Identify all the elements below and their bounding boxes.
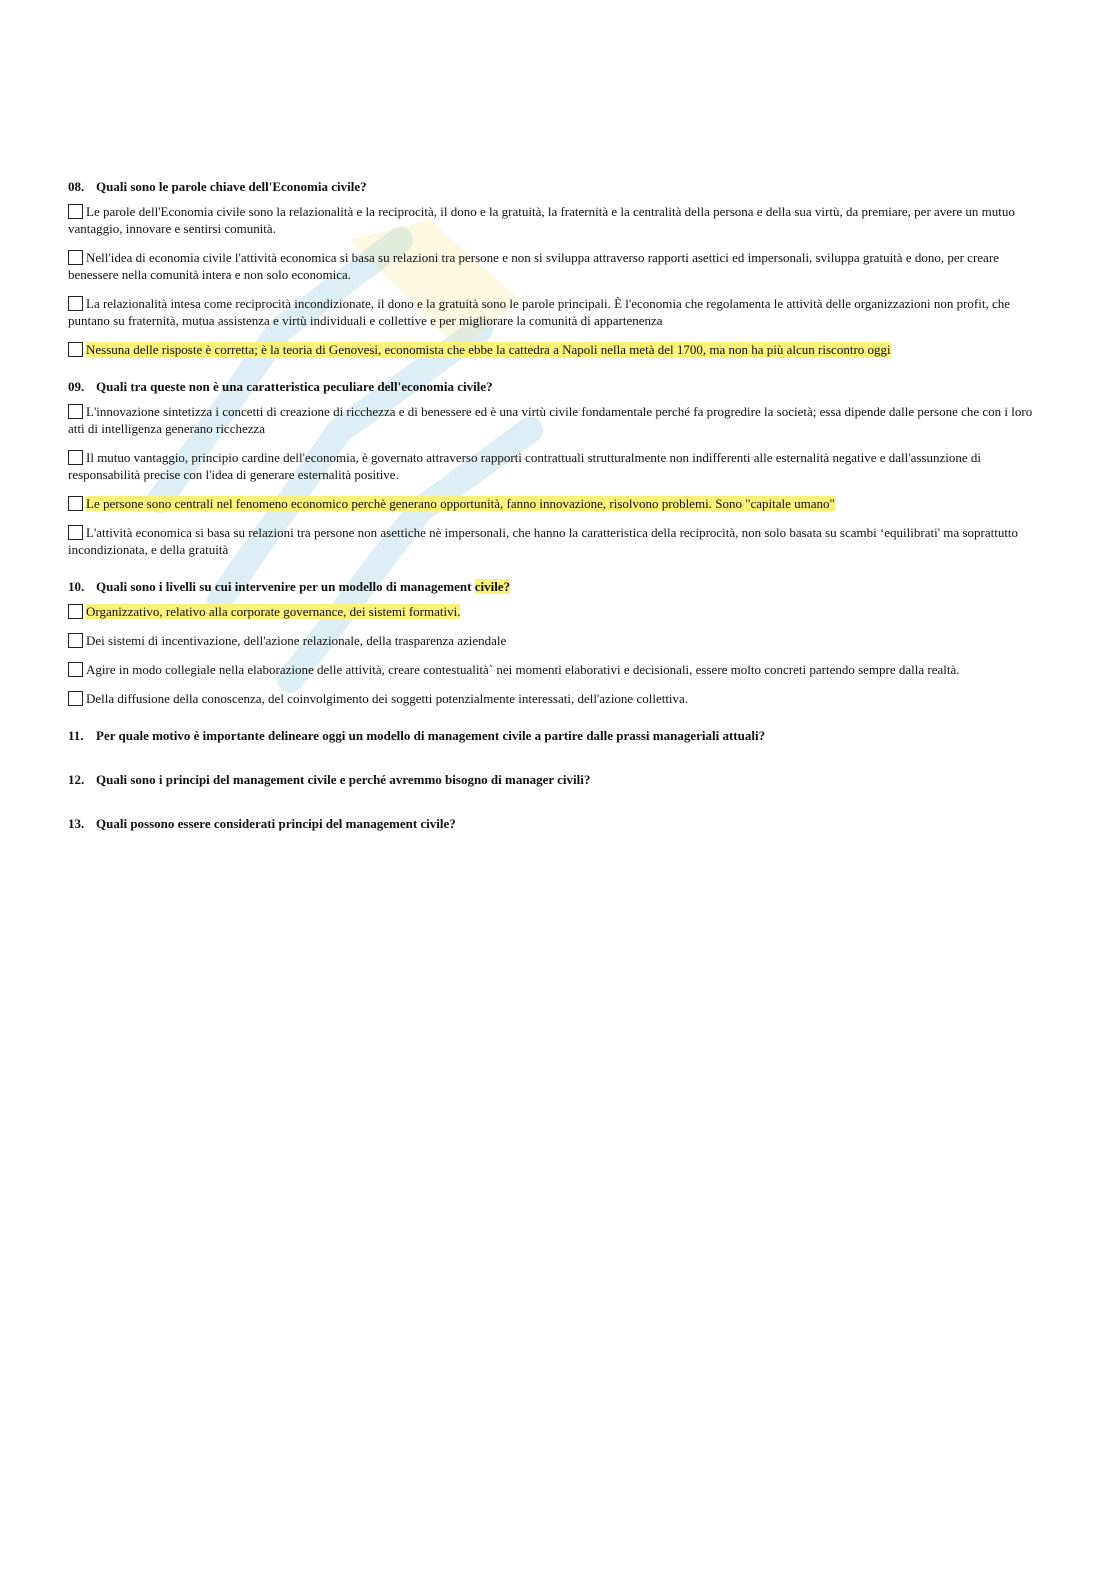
answer-text: L'attività economica si basa su relazioni tra persone non asettiche nè impersonali, che hanno la caratteristica della reciprocità, non solo basata su scambi ‘equilibrati' ma soprattutto incondizionata, e della gratuità (68, 525, 1019, 557)
question-title (68, 578, 1044, 595)
question-08 (68, 178, 1044, 358)
question-13 (68, 815, 1044, 832)
answer-option (68, 449, 1044, 483)
answer-checkbox[interactable] (68, 496, 83, 511)
answer-checkbox[interactable] (68, 525, 83, 540)
answer-option (68, 690, 1044, 707)
answer-text: Organizzativo, relativo alla corporate governance, dei sistemi formativi. (86, 604, 461, 619)
answer-text: Le persone sono centrali nel fenomeno economico perchè generano opportunità, fanno innovazione, risolvono problemi. Sono "capitale umano" (86, 496, 835, 511)
answer-option (68, 403, 1044, 437)
answer-text: La relazionalità intesa come reciprocità incondizionate, il dono e la gratuità sono le parole principali. È l'economia che regolamenta le attività delle organizzazioni non profit, che puntano su fraternità, mutua assistenza e virtù individuali e collettive e per migliorare la comunità di appartenenza (68, 296, 1011, 328)
question-09 (68, 378, 1044, 558)
answer-text: Le parole dell'Economia civile sono la relazionalità e la reciprocità, il dono e la gratuità, la fraternità e la centralità della persona e della sua virtù, da premiare, per avere un mutuo vantaggio, innovare e sentirsi comunità. (68, 204, 1015, 236)
answer-option-highlighted (68, 603, 1044, 620)
question-title (68, 378, 1044, 395)
answer-option (68, 295, 1044, 329)
question-text: Quali sono i principi del management civile e perché avremmo bisogno di manager civili? (96, 772, 591, 787)
question-text: Quali sono le parole chiave dell'Economia civile? (96, 179, 367, 194)
answer-option-highlighted (68, 495, 1044, 512)
answer-option (68, 661, 1044, 678)
answer-checkbox[interactable] (68, 342, 83, 357)
question-title (68, 178, 1044, 195)
answer-checkbox[interactable] (68, 450, 83, 465)
answer-text: L'innovazione sintetizza i concetti di creazione di ricchezza e di benessere ed è una virtù civile fondamentale perché fa progredire la società; essa dipende dalle persone che con i loro atti di intelligenza generano ricchezza (68, 404, 1033, 436)
question-12 (68, 771, 1044, 788)
answer-text: Dei sistemi di incentivazione, dell'azione relazionale, della trasparenza aziendale (86, 633, 507, 648)
answer-text: Nessuna delle risposte è corretta; è la teoria di Genovesi, economista che ebbe la cattedra a Napoli nella metà del 1700, ma non ha più alcun riscontro oggi (86, 342, 891, 357)
answer-option-highlighted (68, 341, 1044, 358)
answer-checkbox[interactable] (68, 633, 83, 648)
question-number: 08. (68, 179, 85, 194)
question-text: Quali sono i livelli su cui intervenire per un modello di management (96, 579, 475, 594)
answer-checkbox[interactable] (68, 250, 83, 265)
answer-checkbox[interactable] (68, 404, 83, 419)
answer-option (68, 203, 1044, 237)
document-body (68, 178, 1044, 859)
question-number: 13. (68, 816, 85, 831)
answer-text: Il mutuo vantaggio, principio cardine dell'economia, è governato attraverso rapporti contrattuali strutturalmente non indifferenti alle esternalità negative e dall'assunzione di responsabilità precise con l'idea di generare esternalità positive. (68, 450, 981, 482)
question-text: Quali possono essere considerati principi del management civile? (96, 816, 456, 831)
question-10 (68, 578, 1044, 707)
answer-checkbox[interactable] (68, 604, 83, 619)
question-number: 10. (68, 579, 85, 594)
answer-checkbox[interactable] (68, 204, 83, 219)
answer-checkbox[interactable] (68, 691, 83, 706)
question-text-highlight: civile? (474, 579, 511, 594)
question-text: Per quale motivo è importante delineare oggi un modello di management civile a partire dalle prassi manageriali attuali? (96, 728, 766, 743)
question-text: Quali tra queste non è una caratteristica peculiare dell'economia civile? (96, 379, 493, 394)
answer-option (68, 632, 1044, 649)
answer-checkbox[interactable] (68, 296, 83, 311)
answer-checkbox[interactable] (68, 662, 83, 677)
answer-option (68, 249, 1044, 283)
answer-text: Della diffusione della conoscenza, del coinvolgimento dei soggetti potenzialmente interessati, dell'azione collettiva. (86, 691, 689, 706)
question-number: 12. (68, 772, 85, 787)
question-11 (68, 727, 1044, 744)
question-number: 09. (68, 379, 85, 394)
question-number: 11. (68, 728, 84, 743)
answer-text: Agire in modo collegiale nella elaborazione delle attività, creare contestualità` nei momenti elaborativi e decisionali, essere molto concreti partendo sempre dalla realtà. (86, 662, 960, 677)
answer-text: Nell'idea di economia civile l'attività economica si basa su relazioni tra persone e non si sviluppa attraverso rapporti asettici ed impersonali, sviluppa gratuità e dono, per creare benessere nella comunità intera e non solo economica. (68, 250, 999, 282)
answer-option (68, 524, 1044, 558)
